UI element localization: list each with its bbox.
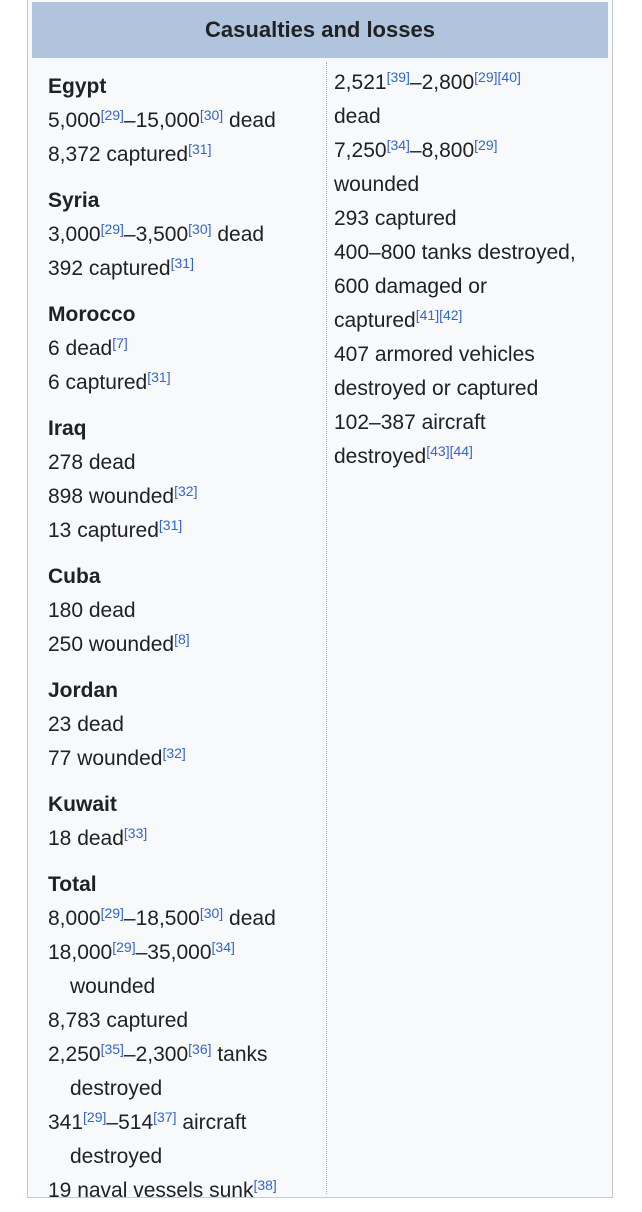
citation-link[interactable]: [39] xyxy=(386,69,410,85)
citation-link[interactable]: [43] xyxy=(426,443,450,459)
casualty-text: 18,000 xyxy=(48,941,113,964)
citation-link[interactable]: [30] xyxy=(199,107,224,123)
belligerent-name: Iraq xyxy=(48,417,87,440)
casualty-text: –8,800 xyxy=(409,139,475,162)
belligerent-group xyxy=(48,552,328,662)
casualty-text: 392 captured xyxy=(48,257,171,280)
casualty-line xyxy=(48,1072,328,1106)
casualty-line xyxy=(334,440,606,474)
belligerent-group xyxy=(48,780,328,856)
infobox-header xyxy=(32,2,608,58)
citation-link[interactable]: [34] xyxy=(211,939,235,955)
casualty-line xyxy=(48,742,328,776)
casualty-text: –15,000 xyxy=(123,109,200,132)
casualty-line xyxy=(48,902,328,936)
citation-link[interactable]: [31] xyxy=(188,141,212,157)
casualty-line xyxy=(48,822,328,856)
casualty-line xyxy=(48,332,328,366)
citation-link[interactable]: [30] xyxy=(188,221,212,237)
casualty-text: –3,500 xyxy=(123,223,189,246)
casualty-text: dead xyxy=(211,223,265,246)
casualty-line xyxy=(48,252,328,286)
casualty-text: 8,783 captured xyxy=(48,1009,189,1032)
belligerent-name: Jordan xyxy=(48,679,119,702)
citation-link[interactable]: [29] xyxy=(83,1109,107,1125)
belligerent-name: Syria xyxy=(48,189,100,212)
casualty-text: wounded xyxy=(334,173,420,196)
casualty-text: destroyed xyxy=(70,1077,163,1100)
israel-column xyxy=(334,62,606,474)
casualty-line xyxy=(48,936,328,970)
arab-forces-column xyxy=(48,62,328,1212)
citation-link[interactable]: [37] xyxy=(153,1109,177,1125)
casualty-text: dead xyxy=(223,907,276,930)
casualty-line xyxy=(48,218,328,252)
israel-losses xyxy=(334,62,606,474)
citation-link[interactable]: [32] xyxy=(174,483,198,499)
citation-link[interactable]: [29] xyxy=(100,107,124,123)
casualty-text: tanks xyxy=(211,1043,268,1066)
casualty-line xyxy=(48,594,328,628)
casualty-text: 400–800 tanks destroyed, xyxy=(334,241,576,264)
citation-link[interactable]: [30] xyxy=(199,905,224,921)
casualty-text: 898 wounded xyxy=(48,485,175,508)
casualty-text: destroyed xyxy=(334,445,427,468)
casualty-text: 180 dead xyxy=(48,599,136,622)
casualty-line xyxy=(334,236,606,270)
casualty-text: 19 naval vessels sunk xyxy=(48,1179,254,1202)
casualty-text: 250 wounded xyxy=(48,633,175,656)
citation-link[interactable]: [34] xyxy=(386,137,410,153)
infobox-title: Casualties and losses xyxy=(205,17,435,42)
citation-link[interactable]: [42] xyxy=(439,307,463,323)
casualty-text: 102–387 aircraft xyxy=(334,411,486,434)
citation-link[interactable]: [33] xyxy=(123,825,148,841)
casualty-line xyxy=(334,304,606,338)
casualty-text: destroyed or captured xyxy=(334,377,539,400)
casualty-text: 293 captured xyxy=(334,207,457,230)
casualty-line xyxy=(334,168,606,202)
citation-link[interactable]: [31] xyxy=(147,369,171,385)
belligerent-name: Morocco xyxy=(48,303,136,326)
belligerent-group xyxy=(48,62,328,172)
casualty-line xyxy=(334,202,606,236)
belligerent-name: Egypt xyxy=(48,75,107,98)
casualty-text: 23 dead xyxy=(48,713,124,736)
casualty-text: 18 dead xyxy=(48,827,124,850)
citation-link[interactable]: [38] xyxy=(253,1177,277,1193)
casualty-line xyxy=(48,1038,328,1072)
citation-link[interactable]: [44] xyxy=(449,443,473,459)
belligerent-name: Cuba xyxy=(48,565,101,588)
belligerent-group xyxy=(48,176,328,286)
casualty-line xyxy=(334,270,606,304)
casualty-text: 13 captured xyxy=(48,519,159,542)
citation-link[interactable]: [31] xyxy=(170,255,194,271)
casualty-text: captured xyxy=(334,309,416,332)
casualty-line xyxy=(334,100,606,134)
casualty-line xyxy=(334,134,606,168)
casualty-text: 3,000 xyxy=(48,223,101,246)
citation-link[interactable]: [40] xyxy=(497,69,521,85)
casualty-line xyxy=(334,406,606,440)
casualty-text: 341 xyxy=(48,1111,84,1134)
casualty-text: 2,250 xyxy=(48,1043,101,1066)
casualty-text: wounded xyxy=(70,975,156,998)
casualty-text: –35,000 xyxy=(135,941,212,964)
casualty-text: –18,500 xyxy=(123,907,200,930)
belligerent-group xyxy=(48,860,328,1208)
casualty-line xyxy=(48,366,328,400)
citation-link[interactable]: [32] xyxy=(162,745,186,761)
citation-link[interactable]: [7] xyxy=(112,335,128,351)
belligerent-name: Kuwait xyxy=(48,793,117,816)
belligerent-name: Total xyxy=(48,873,97,896)
casualty-line xyxy=(48,628,328,662)
casualty-line xyxy=(48,1004,328,1038)
casualty-line xyxy=(48,1106,328,1140)
casualty-text: dead xyxy=(223,109,276,132)
casualty-line xyxy=(48,1174,328,1208)
casualty-text: 8,372 captured xyxy=(48,143,189,166)
casualty-line xyxy=(48,1140,328,1174)
citation-link[interactable]: [41] xyxy=(415,307,440,323)
casualty-line xyxy=(48,480,328,514)
casualty-line xyxy=(48,970,328,1004)
casualty-line xyxy=(48,446,328,480)
citation-link[interactable]: [8] xyxy=(174,631,190,647)
belligerent-group xyxy=(48,290,328,400)
casualty-text: 407 armored vehicles xyxy=(334,343,535,366)
casualty-text: 2,521 xyxy=(334,71,387,94)
casualty-text: 5,000 xyxy=(48,109,101,132)
casualty-text: 7,250 xyxy=(334,139,387,162)
belligerent-group xyxy=(48,666,328,776)
citation-link[interactable]: [35] xyxy=(100,1041,124,1057)
citation-link[interactable]: [29] xyxy=(474,137,498,153)
casualty-text: 278 dead xyxy=(48,451,136,474)
casualty-text: 600 damaged or xyxy=(334,275,487,298)
casualty-text: dead xyxy=(334,105,381,128)
casualty-text: 6 dead xyxy=(48,337,113,360)
casualty-line xyxy=(48,708,328,742)
casualty-line xyxy=(48,104,328,138)
citation-link[interactable]: [29] xyxy=(100,905,124,921)
citation-link[interactable]: [29] xyxy=(474,69,498,85)
casualty-line xyxy=(334,338,606,372)
belligerent-group xyxy=(48,404,328,548)
casualty-line xyxy=(48,138,328,172)
casualty-text: 77 wounded xyxy=(48,747,163,770)
casualty-line xyxy=(334,372,606,406)
casualty-text: –514 xyxy=(106,1111,154,1134)
citation-link[interactable]: [36] xyxy=(188,1041,212,1057)
citation-link[interactable]: [29] xyxy=(112,939,136,955)
casualty-text: aircraft xyxy=(176,1111,247,1134)
casualty-text: 8,000 xyxy=(48,907,101,930)
casualty-text: –2,300 xyxy=(123,1043,189,1066)
casualty-line xyxy=(48,514,328,548)
casualties-infobox xyxy=(27,0,613,1202)
casualty-text: 6 captured xyxy=(48,371,148,394)
casualty-line xyxy=(334,66,606,100)
casualty-text: destroyed xyxy=(70,1145,163,1168)
casualty-text: –2,800 xyxy=(409,71,475,94)
citation-link[interactable]: [29] xyxy=(100,221,124,237)
citation-link[interactable]: [31] xyxy=(158,517,183,533)
